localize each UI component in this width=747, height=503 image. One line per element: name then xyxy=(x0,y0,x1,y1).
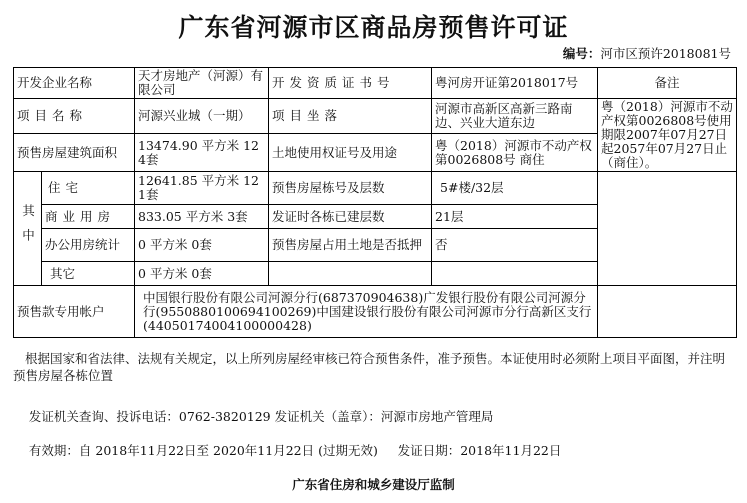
validity-label: 有效期： xyxy=(28,443,79,458)
residential-label: 住宅 xyxy=(42,172,135,205)
land-value: 粤（2018）河源市不动产权第0026808号 商住 xyxy=(432,134,598,172)
office-value: 0 平方米 0套 xyxy=(135,229,269,262)
account-label: 预售款专用帐户 xyxy=(14,286,135,338)
project-value: 河源兴业城（一期） xyxy=(135,99,269,134)
mortgage-value: 否 xyxy=(432,229,598,262)
authority-value: 河源市房地产管理局 xyxy=(380,409,494,424)
location-value: 河源市高新区高新三路南边、兴业大道东边 xyxy=(432,99,598,134)
complaint-line xyxy=(13,407,493,425)
notes-label: 备注 xyxy=(598,68,737,99)
mortgage-label: 预售房屋占用土地是否抵押 xyxy=(269,229,432,262)
validity-period: 自 2018年11月22日至 2020年11月22日 (过期无效) xyxy=(78,443,378,458)
blank-cell-b xyxy=(432,262,598,286)
area-value: 13474.90 平方米 124套 xyxy=(135,134,269,172)
issue-date-value: 2018年11月22日 xyxy=(460,443,562,458)
blank-cell-a xyxy=(269,262,432,286)
building-value: 5#楼/32层 xyxy=(432,172,598,205)
other-value: 0 平方米 0套 xyxy=(135,262,269,286)
floors-value: 21层 xyxy=(432,205,598,229)
permit-table xyxy=(13,67,737,338)
account-value: 中国银行股份有限公司河源分行(687370904638)广发银行股份有限公司河源分行(9550880100694100269)中国建设银行股份有限公司河源市分行高新区支行(44050174004100000428) xyxy=(135,286,598,338)
approval-statement: 根据国家和省法律、法规有关规定，以上所列房屋经审核已符合预售条件，准予预售。本证使用时必须附上项目平面图，并注明预售房屋各栋位置 xyxy=(13,351,726,383)
complaint-phone: 0762-3820129 xyxy=(178,409,271,424)
building-label: 预售房屋栋号及层数 xyxy=(269,172,432,205)
land-label: 土地使用权证号及用途 xyxy=(269,134,432,172)
account-blank xyxy=(598,286,737,338)
developer-value: 天才房地产（河源）有限公司 xyxy=(135,68,269,99)
authority-label: 发证机关（盖章）： xyxy=(274,409,381,424)
notes-blank xyxy=(598,172,737,286)
office-label: 办公用房统计 xyxy=(42,229,135,262)
complaint-label: 发证机关查询、投诉电话： xyxy=(28,409,179,424)
issue-date-label: 发证日期： xyxy=(397,443,461,458)
commercial-label: 商业用房 xyxy=(42,205,135,229)
residential-value: 12641.85 平方米 121套 xyxy=(135,172,269,205)
developer-label: 开发企业名称 xyxy=(14,68,135,99)
area-label: 预售房屋建筑面积 xyxy=(14,134,135,172)
among-label-text: 其中 xyxy=(20,204,36,253)
certificate-number xyxy=(563,44,731,62)
project-label: 项目名称 xyxy=(14,99,135,134)
validity-line xyxy=(13,441,561,459)
qualification-value: 粤河房开证第2018017号 xyxy=(432,68,598,99)
among-label xyxy=(14,172,42,286)
certificate-number-label: 编号： xyxy=(562,46,601,61)
supervisor-footer: 广东省住房和城乡建设厅监制 xyxy=(292,477,455,492)
notes-value: 粤（2018）河源市不动产权第0026808号使用期限2007年07月27日起2057年07月27日止（商住）。 xyxy=(598,99,737,172)
floors-label: 发证时各栋已建层数 xyxy=(269,205,432,229)
other-label: 其它 xyxy=(42,262,135,286)
document-title: 广东省河源市区商品房预售许可证 xyxy=(178,13,569,42)
location-label: 项目坐落 xyxy=(269,99,432,134)
qualification-label: 开发资质证书号 xyxy=(269,68,432,99)
commercial-value: 833.05 平方米 3套 xyxy=(135,205,269,229)
certificate-number-value: 河市区预许2018081号 xyxy=(600,46,731,61)
